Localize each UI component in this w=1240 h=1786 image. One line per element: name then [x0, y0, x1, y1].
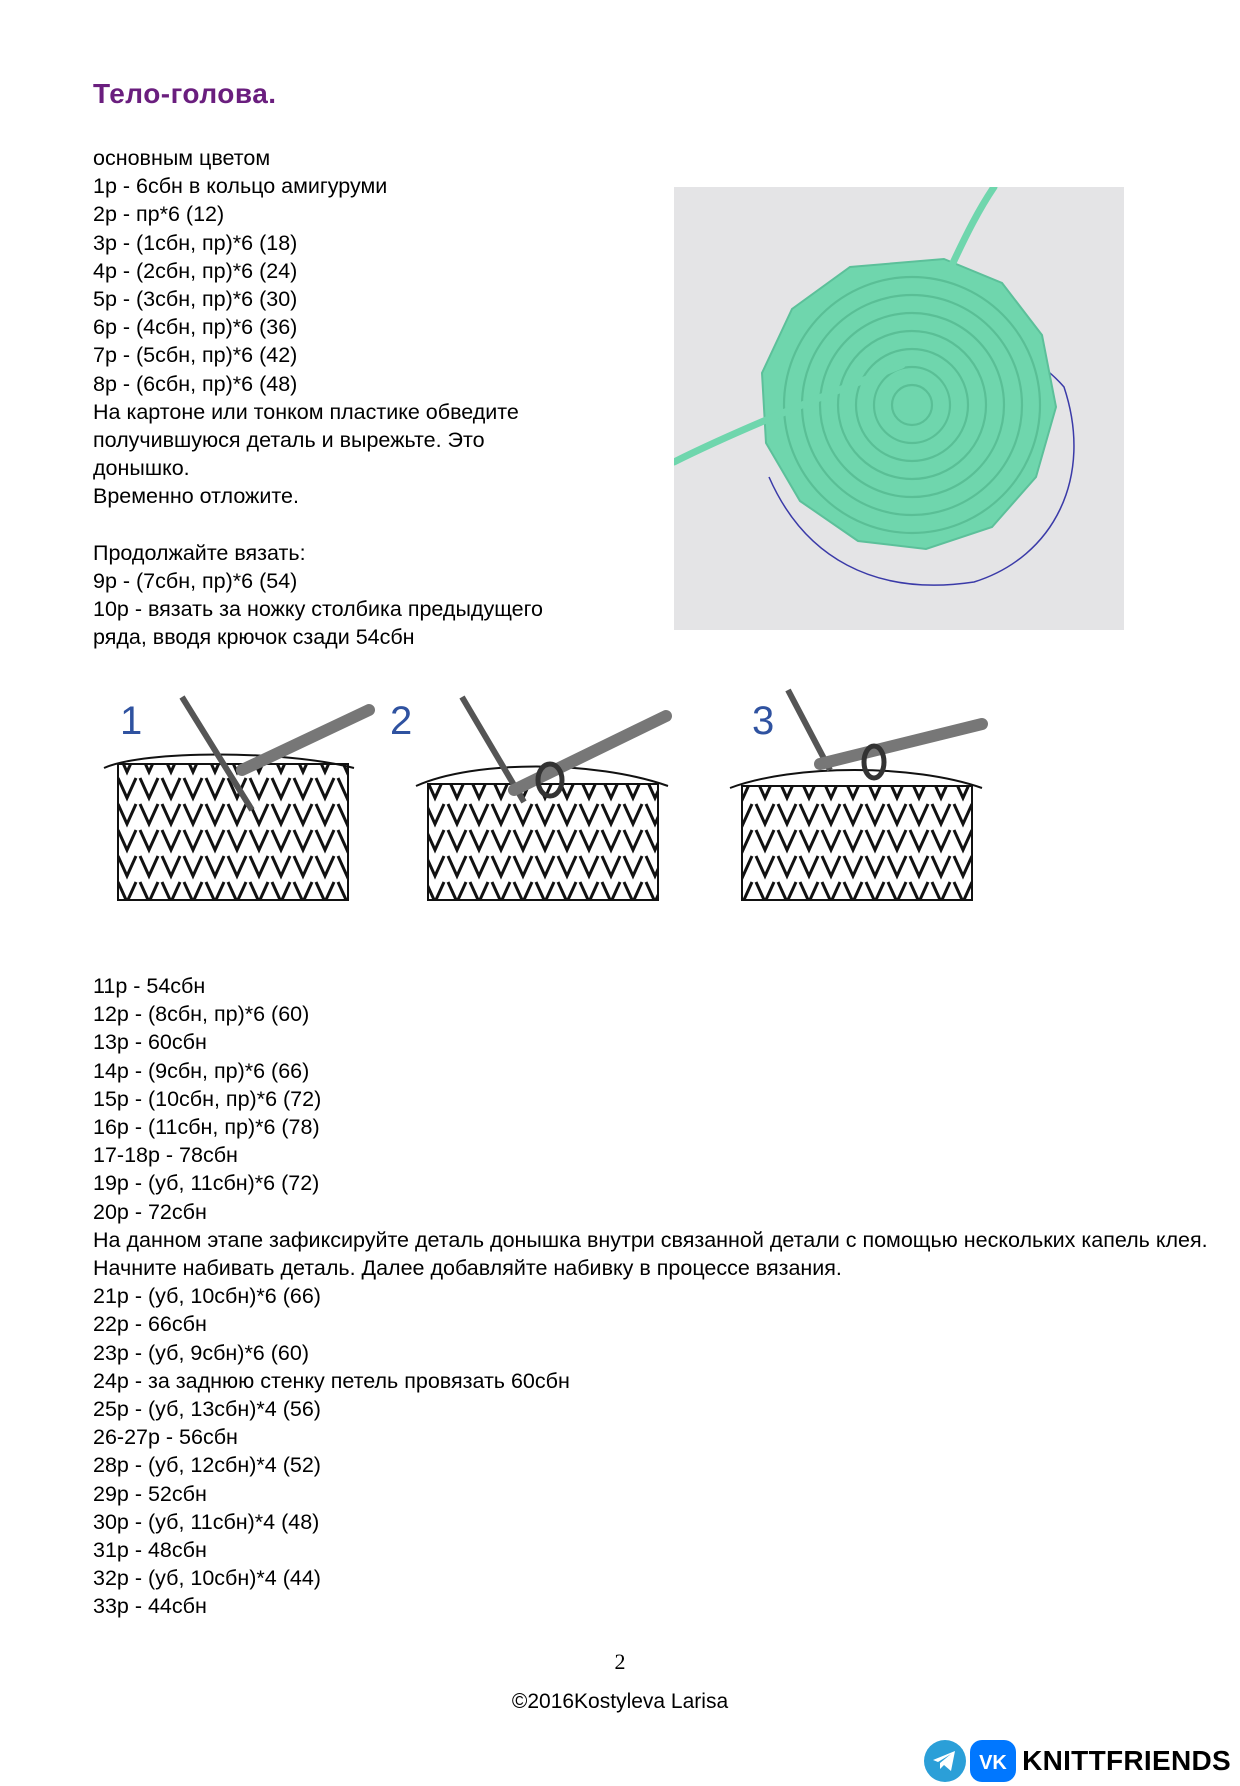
vk-icon-text: VK [979, 1752, 1007, 1774]
row-line: 31р - 48сбн [93, 1538, 207, 1563]
instruction-line: 5р - (3сбн, пр)*6 (30) [93, 287, 298, 312]
page-number: 2 [614, 1649, 626, 1674]
instruction-line: 8р - (6сбн, пр)*6 (48) [93, 371, 298, 396]
row-line: 23р - (уб, 9сбн)*6 (60) [93, 1340, 309, 1365]
row-line: 28р - (уб, 12сбн)*4 (52) [93, 1453, 321, 1478]
intro-instructions [93, 144, 543, 652]
row-line: 30р - (уб, 11сбн)*4 (48) [93, 1509, 320, 1534]
row-instructions [93, 972, 1240, 1621]
row-line: 22р - 66сбн [93, 1312, 207, 1337]
crochet-base-photo [674, 187, 1124, 630]
row-line: 26-27р - 56сбн [93, 1425, 238, 1450]
instruction-line: 2р - пр*6 (12) [93, 202, 225, 227]
diagram-label-2: 2 [390, 699, 413, 743]
page-title: Тело-голова. [93, 78, 277, 109]
diagram-label-3: 3 [752, 699, 775, 743]
vk-icon [970, 1740, 1016, 1782]
row-line: 24р - за заднюю стенку петель провязать 60сбн [93, 1368, 570, 1393]
row-line: 17-18р - 78сбн [93, 1143, 238, 1168]
row-line: 33р - 44сбн [93, 1594, 207, 1619]
row-line: 16р - (11сбн, пр)*6 (78) [93, 1115, 320, 1140]
instruction-line: получившуюся деталь и вырежьте. Это [93, 428, 485, 453]
diagram-label-1: 1 [120, 699, 143, 743]
row-line: 19р - (уб, 11сбн)*6 (72) [93, 1171, 320, 1196]
row-line: 32р - (уб, 10сбн)*4 (44) [93, 1566, 321, 1591]
row-line: 20р - 72сбн [93, 1199, 207, 1224]
instruction-line: 6р - (4сбн, пр)*6 (36) [93, 315, 298, 340]
row-line: 13р - 60сбн [93, 1030, 207, 1055]
instruction-line: На картоне или тонком пластике обведите [93, 399, 519, 424]
row-line: 14р - (9сбн, пр)*6 (66) [93, 1058, 310, 1083]
row-line: 25р - (уб, 13сбн)*4 (56) [93, 1397, 321, 1422]
instruction-line: Продолжайте вязать: [93, 540, 306, 565]
row-line: 11р - 54сбн [93, 974, 206, 998]
telegram-icon [924, 1740, 966, 1782]
instruction-line: 1р - 6сбн в кольцо амигуруми [93, 174, 388, 199]
instruction-line: ряда, вводя крючок сзади 54сбн [93, 625, 415, 650]
instruction-line: Временно отложите. [93, 484, 299, 509]
stitch-diagrams [94, 672, 1029, 930]
instruction-line [93, 511, 543, 539]
stuffing-note: На данном этапе зафиксируйте деталь донышка внутри связанной детали с помощью нескольких капель клея. Начните набивать деталь. Далее добавляйте набивку в процессе вязания. [93, 1227, 1208, 1281]
diagram-step-1 [104, 697, 369, 900]
instruction-line: 4р - (2сбн, пр)*6 (24) [93, 258, 298, 283]
instruction-line: 9р - (7сбн, пр)*6 (54) [93, 569, 298, 594]
diagram-step-2 [390, 697, 668, 900]
brand-name: KNITTFRIENDS [1022, 1745, 1231, 1776]
instruction-line: 10р - вязать за ножку столбика предыдущего [93, 597, 543, 622]
diagram-step-3 [730, 690, 982, 900]
instruction-line: донышко. [93, 456, 190, 481]
copyright: ©2016Kostyleva Larisa [511, 1690, 729, 1713]
row-line: 29р - 52сбн [93, 1481, 207, 1506]
row-line: 21р - (уб, 10сбн)*6 (66) [93, 1284, 321, 1309]
instruction-line: основным цветом [93, 146, 271, 170]
instruction-line: 3р - (1сбн, пр)*6 (18) [93, 230, 298, 255]
row-line: 12р - (8сбн, пр)*6 (60) [93, 1002, 310, 1027]
brand-logo [924, 1736, 1231, 1786]
row-line: 15р - (10сбн, пр)*6 (72) [93, 1086, 322, 1111]
instruction-line: 7р - (5сбн, пр)*6 (42) [93, 343, 298, 368]
